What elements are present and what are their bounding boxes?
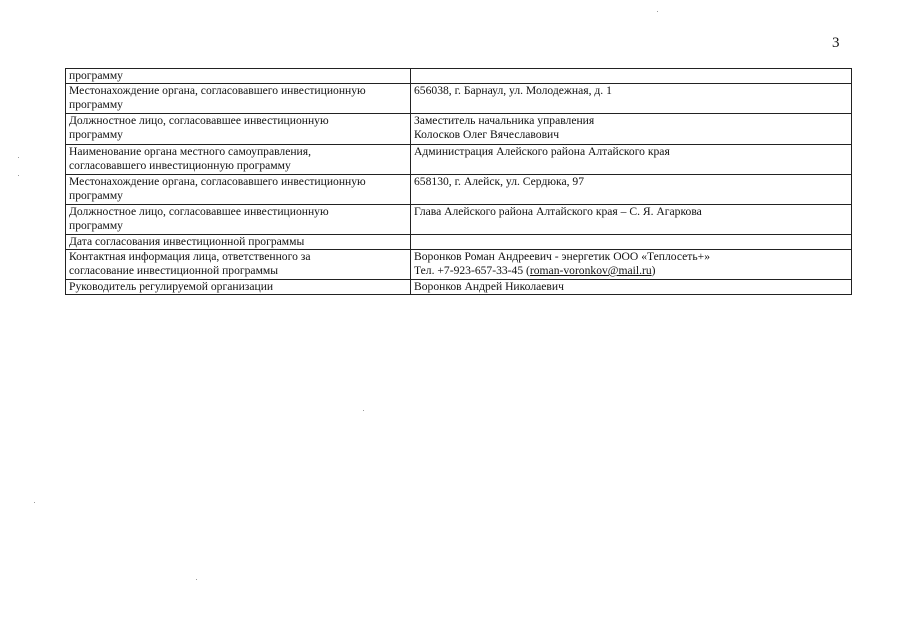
- label-line: Руководитель регулируемой организации: [69, 280, 274, 293]
- table-row: [66, 250, 852, 280]
- label-line: программу: [69, 128, 123, 141]
- row-label-cell: [66, 84, 411, 114]
- label-line: программу: [69, 69, 123, 82]
- label-line: Контактная информация лица, ответственного за: [69, 250, 311, 263]
- row-value-cell: [411, 145, 852, 175]
- row-label-cell: [66, 250, 411, 280]
- value-line: Администрация Алейского района Алтайского края: [414, 145, 670, 158]
- row-value-cell: [411, 84, 852, 114]
- value-line: Воронков Роман Андреевич - энергетик ООО «Теплосеть+»: [414, 250, 710, 263]
- scan-speck: [18, 157, 19, 158]
- label-line: Должностное лицо, согласовавшее инвестиционную: [69, 205, 329, 218]
- label-line: согласование инвестиционной программы: [69, 264, 279, 277]
- table-row: [66, 84, 852, 114]
- table-row: [66, 175, 852, 205]
- label-line: программу: [69, 189, 123, 202]
- value-line: 656038, г. Барнаул, ул. Молодежная, д. 1: [414, 84, 612, 97]
- value-line: Воронков Андрей Николаевич: [414, 280, 564, 293]
- label-line: Наименование органа местного самоуправления,: [69, 145, 311, 158]
- label-line: Местонахождение органа, согласовавшего инвестиционную: [69, 175, 366, 188]
- table-row: [66, 280, 852, 295]
- table-row: [66, 205, 852, 235]
- row-label-cell: [66, 145, 411, 175]
- row-value-cell: [411, 235, 852, 250]
- value-line: Заместитель начальника управления: [414, 114, 595, 127]
- label-line: программу: [69, 98, 123, 111]
- scan-speck: [196, 579, 197, 580]
- contact-phone-line: [414, 264, 848, 278]
- label-line: программу: [69, 219, 123, 232]
- table-row: [66, 114, 852, 145]
- value-line: 658130, г. Алейск, ул. Сердюка, 97: [414, 175, 584, 188]
- label-line: Дата согласования инвестиционной программы: [69, 235, 305, 248]
- row-label-cell: [66, 114, 411, 145]
- row-value-cell: [411, 69, 852, 84]
- label-line: Должностное лицо, согласовавшее инвестиционную: [69, 114, 329, 127]
- scan-speck: [34, 502, 35, 503]
- row-label-cell: [66, 235, 411, 250]
- scan-speck: [363, 410, 364, 411]
- scan-speck: [657, 11, 658, 12]
- label-line: согласовавшего инвестиционную программу: [69, 159, 291, 172]
- row-value-cell: [411, 114, 852, 145]
- row-value-cell: [411, 175, 852, 205]
- table-row: [66, 235, 852, 250]
- row-label-cell: [66, 175, 411, 205]
- row-label-cell: [66, 280, 411, 295]
- table-row: [66, 69, 852, 84]
- row-label-cell: [66, 69, 411, 84]
- scan-speck: [18, 175, 19, 176]
- row-value-cell: [411, 250, 852, 280]
- row-label-cell: [66, 205, 411, 235]
- value-line: Глава Алейского района Алтайского края – С. Я. Агаркова: [414, 205, 702, 218]
- page-number: 3: [832, 35, 840, 51]
- value-line: Колосков Олег Вячеславович: [414, 128, 560, 141]
- row-value-cell: [411, 280, 852, 295]
- phone-closing: ): [651, 264, 656, 277]
- info-table: [65, 68, 852, 295]
- phone-text: Тел. +7-923-657-33-45 (: [414, 264, 530, 277]
- label-line: Местонахождение органа, согласовавшего инвестиционную: [69, 84, 366, 97]
- row-value-cell: [411, 205, 852, 235]
- email-link[interactable]: roman-voronkov@mail.ru: [529, 264, 652, 277]
- table-row: [66, 145, 852, 175]
